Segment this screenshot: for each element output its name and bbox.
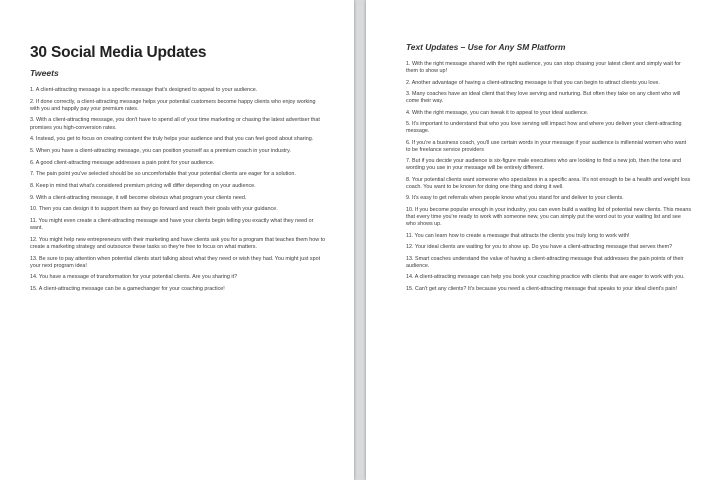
list-item: 9. It's easy to get referrals when people know what you stand for and deliver to your clients. [406, 195, 624, 202]
list-item: 12. You might help new entrepreneurs with their marketing and have clients ask you for a program that teaches them how to create a marketing strategy and outsource these tasks so they're free to focus on what matters. [30, 236, 326, 250]
list-item: 7. The pain point you've selected should be so uncomfortable that your potential clients are eager for a solution. [30, 171, 296, 178]
list-item: 14. A client-attracting message can help you book your coaching practice with clients that are eager to work with you. [406, 274, 685, 281]
text-updates-list [406, 61, 692, 293]
list-item: 8. Keep in mind that what's considered premium pricing will differ depending on your audience. [30, 183, 256, 189]
list-item: 6. If you're a business coach, you'll use certain words in your message if your audience is millennial women who want to be freelance service providers [406, 139, 687, 153]
list-item: 9. With a client-attracting message, it will become obvious what program your clients need. [30, 194, 247, 201]
tweets-list [30, 87, 326, 293]
list-item: 5. It's important to understand that who you love serving will impact how and where you deliver your client-attracting message. [406, 121, 682, 135]
document-page-left [0, 0, 354, 480]
list-item: 11. You can learn how to create a message that attracts the clients you truly long to work with! [406, 232, 630, 239]
list-item: 3. Many coaches have an ideal client that they love serving and nurturing. But often they take on any client who will come their way. [406, 91, 681, 105]
document-page-right [366, 0, 720, 480]
list-item: 4. Instead, you get to focus on creating content the truly helps your audience and that you can feel good about sharing. [30, 136, 314, 143]
section-title-tweets: Tweets [30, 68, 59, 78]
list-item: 2. If done correctly, a client-attracting message helps your potential customers become happy clients who enjoy working with you and happily pay your premium rates. [30, 98, 316, 112]
list-item: 8. Your potential clients want someone who specializes in a specific area. It's not enough to be a health and weight loss coach. You want to be known for doing one thing and doing it well. [406, 176, 691, 190]
list-item: 13. Smart coaches understand the value of having a client-attracting message that addresses the pain points of their audience. [406, 255, 684, 269]
list-item: 10. Then you can design it to support them as they go forward and reach their goals with your guidance. [30, 206, 278, 213]
list-item: 15. Can't get any clients? It's because you need a client-attracting message that speaks to your ideal client's pain! [406, 285, 677, 292]
list-item: 4. With the right message, you can tweak it to appeal to your ideal audience. [406, 109, 589, 116]
list-item: 2. Another advantage of having a client-attracting message is that you can begin to attract clients you love. [406, 79, 660, 86]
list-item: 6. A good client-attracting message addresses a pain point for your audience. [30, 159, 215, 166]
list-item: 12. Your ideal clients are waiting for you to show up. Do you have a client-attracting message that serves them? [406, 244, 673, 251]
list-item: 14. You have a message of transformation for your potential clients. Are you sharing it? [30, 274, 238, 281]
list-item: 5. When you have a client-attracting message, you can position yourself as a premium coach in your industry. [30, 147, 291, 154]
section-title-text-updates: Text Updates – Use for Any SM Platform [406, 42, 566, 52]
list-item: 7. But if you decide your audience is six-figure male executives who are looking to find a new job, then the tone and wording you use in your message will be entirely different. [406, 158, 682, 172]
list-item: 1. With the right message shared with the right audience, you can stop chasing your latest client and simply wait for them to show up! [406, 61, 681, 75]
list-item: 11. You might even create a client-attracting message and have your clients begin telling you exactly what they need or want. [30, 218, 314, 232]
list-item: 3. With a client-attracting message, you don't have to spend all of your time marketing or chasing the latest advertiser that promises you high-conversion rates. [30, 117, 320, 131]
list-item: 13. Be sure to pay attention when potential clients start talking about what they need or wish they had. You might just spot your next program idea! [30, 255, 321, 269]
list-item: 15. A client-attracting message can be a gamechanger for your coaching practice! [30, 286, 225, 293]
list-item: 1. A client-attracting message is a specific message that's designed to appeal to your audience. [30, 87, 258, 93]
list-item: 10. If you become popular enough in your industry, you can even build a waiting list of potential new clients. This means that every time you're ready to work with someone new, you can simply put the word out to your waiting list and see who shows up. [406, 206, 692, 228]
page-title: 30 Social Media Updates [30, 44, 207, 61]
